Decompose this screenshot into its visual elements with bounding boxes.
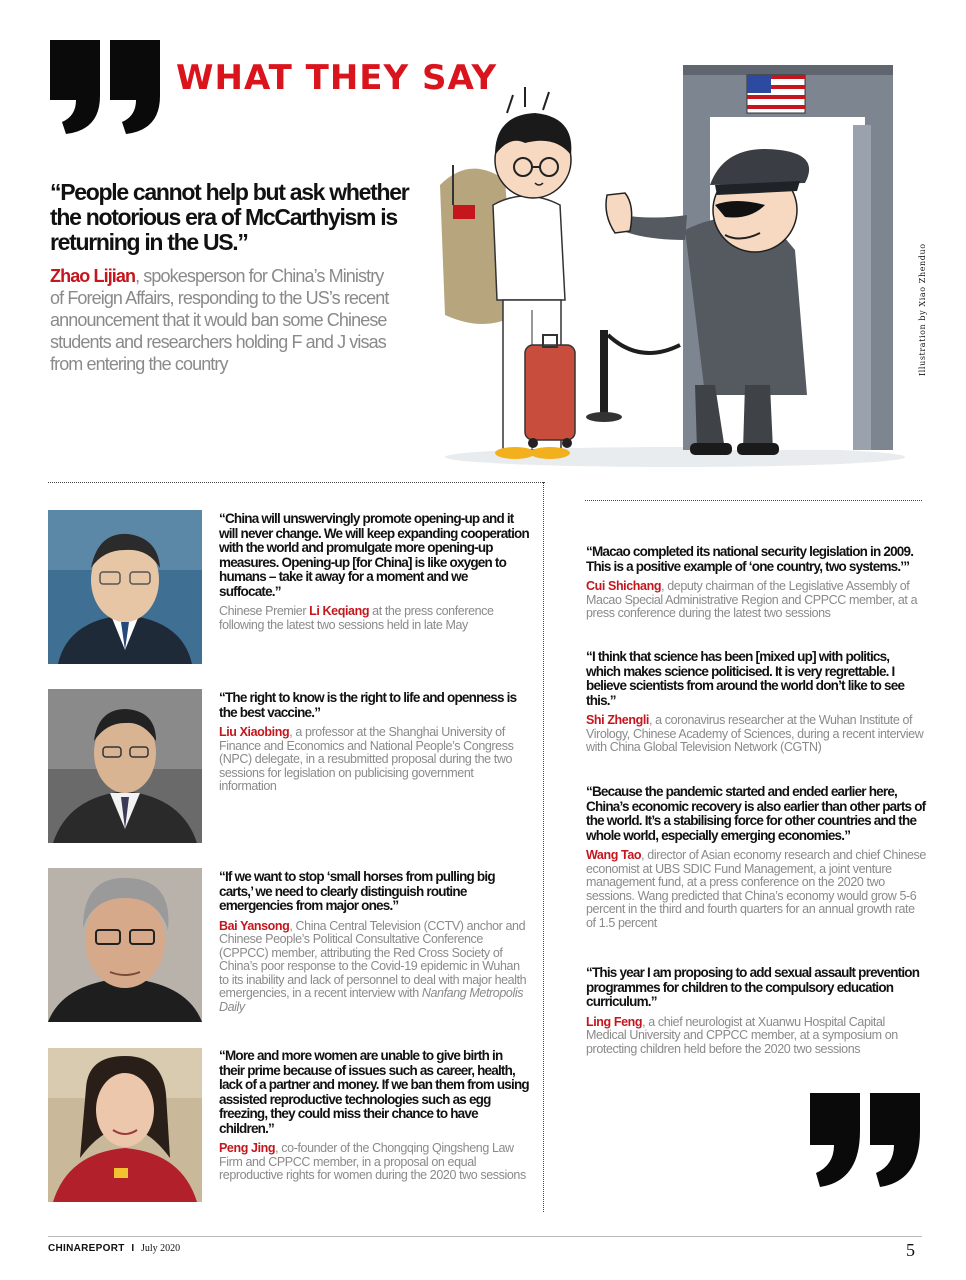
portrait-photo — [48, 868, 202, 1022]
section-title: WHAT THEY SAY — [176, 58, 498, 98]
quote-attribution: Shi Zhengli, a coronavirus researcher at the Wuhan Institute of Virology, Chinese Academy of Sciences, during a recent interview with China Global Television Network (CGTN) — [586, 713, 924, 754]
quote-attribution: Chinese Premier Li Keqiang at the press conference following the latest two sessions held in late May — [219, 604, 494, 632]
speaker-name: Cui Shichang — [586, 579, 662, 593]
quote-entry — [219, 691, 529, 794]
quote-text: “China will unswervingly promote opening-up and it will never change. We will keep expanding cooperation with the world and promulgate more opening-up measures. Opening-up [for China] is like oxygen to humans – take it away for a moment and we suffocate.” — [219, 511, 529, 599]
cartoon-illustration — [425, 65, 925, 470]
quote-attribution: Wang Tao, director of Asian economy research and chief Chinese economist at UBS SDIC Fund Management, a joint venture management fund, at a press conference on the 2020 two sessions. Wang predicted that China’s economy would grow 5-6 percent in the third and fourth quarters for an annual growth rate of 1.5 percent — [586, 848, 926, 930]
divider-column — [543, 482, 544, 1212]
speaker-name: Peng Jing — [219, 1141, 276, 1155]
quote-text: “More and more women are unable to give birth in their prime because of issues such as career, health, lack of a partner and money. If we ban them from using assisted reproductive technologies such as egg freezing, they could miss their chance to have children.” — [219, 1048, 529, 1136]
quote-entry — [219, 1049, 529, 1183]
open-quote-mark-icon — [46, 40, 164, 134]
divider-right — [585, 500, 922, 501]
speaker-name: Liu Xiaobing — [219, 725, 290, 739]
portrait-photo — [48, 1048, 202, 1202]
quote-text: “This year I am proposing to add sexual assault prevention programmes for children to the compulsory education curriculum.” — [586, 965, 920, 1009]
close-quote-mark-icon — [806, 1093, 924, 1187]
footer — [48, 1243, 180, 1254]
quote-text: “Because the pandemic started and ended earlier here, China’s economic recovery is also earlier than other parts of the world. It’s a stabilising force for other countries and the whole world, especially emerging economies.” — [586, 784, 926, 843]
divider-left — [48, 482, 545, 483]
us-flag-icon — [747, 75, 805, 113]
speaker-name: Li Keqiang — [309, 604, 370, 618]
quote-attribution: Bai Yansong, China Central Television (CCTV) anchor and Chinese People’s Political Consultative Conference (CPPCC) member, attributing the Red Cross Society of China’s poor response to the Covid-19 epidemic in Wuhan to its inability and lack of personnel to deal with major health emergencies, in a recent interview with Nanfang Metropolis Daily — [219, 918, 527, 1014]
quote-entry — [219, 870, 529, 1014]
quote-attribution: Ling Feng, a chief neurologist at Xuanwu Hospital Capital Medical University and CPPCC member, at a symposium on protecting children held before the 2020 two sessions — [586, 1014, 898, 1056]
quote-text: “The right to know is the right to life and openness is the best vaccine.” — [219, 690, 517, 720]
quote-attribution: Peng Jing, co-founder of the Chongqing Qingsheng Law Firm and CPPCC member, in a proposal on equal reproductive rights for women during the 2020 two sessions — [219, 1141, 526, 1182]
quote-text: “If we want to stop ‘small horses from pulling big carts,’ we need to clearly distinguish routine emergencies from major ones.” — [219, 869, 495, 913]
lead-quote: “People cannot help but ask whether the notorious era of McCarthyism is returning in the US.” — [50, 179, 409, 255]
quote-text: “I think that science has been [mixed up] with politics, which makes science politicised. It is very regrettable. I believe scientists from around the world don’t like to see this.” — [586, 649, 905, 708]
page-number: 5 — [906, 1240, 915, 1260]
quote-attribution: Liu Xiaobing, a professor at the Shanghai University of Finance and Economics and National People’s Congress (NPC) delegate, in a resubmitted proposal during the two sessions for legislation on publicising government information — [219, 725, 514, 793]
portrait-photo — [48, 689, 202, 843]
lead-quote-block — [50, 180, 410, 375]
magazine-name: CHINAREPORT — [48, 1243, 125, 1254]
footer-rule — [48, 1236, 922, 1237]
speaker-name: Zhao Lijian — [50, 266, 136, 286]
speaker-name: Ling Feng — [586, 1014, 643, 1029]
speaker-description: , spokesperson for China’s Ministry of Foreign Affairs, responding to the US’s recent announcement that it would ban some Chinese students and researchers holding F and J visas from entering the country — [50, 266, 389, 374]
portrait-photo — [48, 510, 202, 664]
quote-attribution: Cui Shichang, deputy chairman of the Legislative Assembly of Macao Special Administrative Region and CPPCC member, at a press conference during the latest two sessions — [586, 579, 918, 620]
issue-date: July 2020 — [140, 1243, 181, 1254]
speaker-name: Shi Zhengli — [586, 713, 649, 727]
quote-entry — [586, 966, 926, 1056]
quote-entry — [586, 785, 926, 930]
footer-separator: I — [131, 1243, 135, 1254]
quote-entry — [586, 650, 926, 755]
quote-entry — [586, 545, 926, 621]
publication-name: Nanfang Metropolis Daily — [219, 986, 524, 1014]
speaker-name: Bai Yansong — [219, 918, 290, 933]
quote-entry — [219, 512, 529, 632]
speaker-name: Wang Tao — [586, 848, 642, 862]
quote-text: “Macao completed its national security legislation in 2009. This is a positive example of ‘one country, two systems.’” — [586, 544, 914, 574]
illustration-credit: Illustration by Xiao Zhenduo — [918, 243, 927, 376]
lead-attribution — [50, 265, 400, 375]
